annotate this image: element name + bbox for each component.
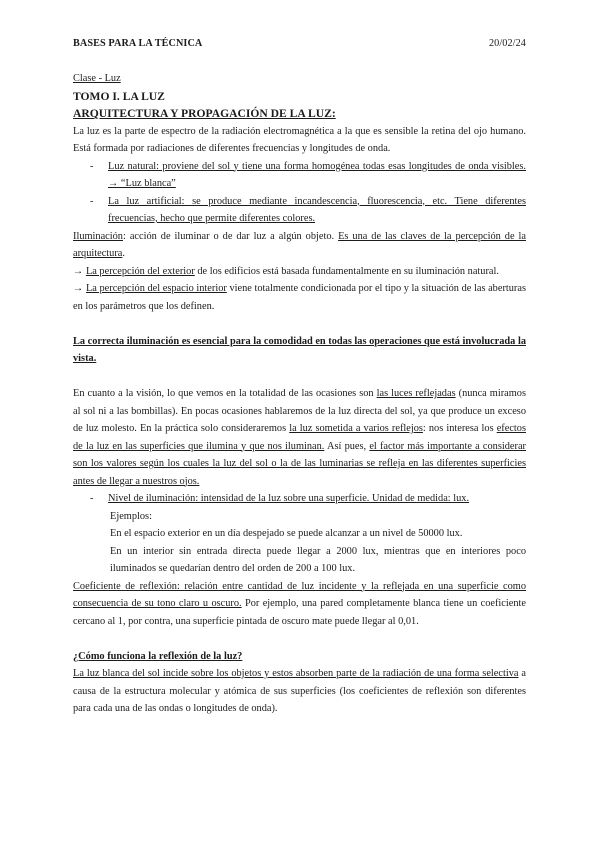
page-header bbox=[73, 38, 526, 49]
exterior-text: de los edificios está basada fundamentalmente en su iluminación natural. bbox=[194, 265, 499, 277]
tomo-heading: TOMO I. LA LUZ bbox=[73, 89, 165, 103]
interior-paragraph bbox=[73, 280, 526, 315]
vision-emph-4: el factor más importante a considerar son los valores según los cuales la luz del sol o la de las luminarias se refleja en las diferentes superficies antes de llegar a nuestros ojos. bbox=[73, 440, 526, 487]
list-item-text: Nivel de iluminación: intensidad de la luz sobre una superficie. Unidad de medida: lux. bbox=[108, 493, 470, 504]
illumination-end: . bbox=[122, 248, 125, 259]
reflection-coefficient-paragraph bbox=[73, 578, 526, 631]
document-page bbox=[73, 38, 526, 718]
list-marker: - bbox=[90, 195, 94, 207]
vision-text-2: (nunca miramos al sol ni a las bombillas). En pocas ocasiones hablaremos de la luz directa del sol, ya que produce un exceso de luz molesto. En la práctica solo consideraremos bbox=[73, 388, 526, 434]
statement-paragraph: La correcta iluminación es esencial para la comodidad en todas las operaciones que está involucrada la vista. bbox=[73, 335, 526, 364]
arrow-glyph: → bbox=[73, 283, 86, 294]
list-item-artificial-light bbox=[73, 193, 526, 228]
reflection-text: a causa de la estructura molecular y atómica de sus superficies (los coeficientes de reflexión son diferentes para cada una de las ondas o longitudes de onda). bbox=[73, 668, 526, 714]
list-marker: - bbox=[90, 160, 94, 172]
examples-label: Ejemplos: bbox=[110, 510, 152, 522]
intro-paragraph: La luz es la parte de espectro de la radiación electromagnética a la que es sensible la retina del ojo humano. Está formada por radiaciones de diferentes frecuencias y longitudes de onda. bbox=[73, 125, 526, 154]
coefficient-definition: Coeficiente de reflexión: relación entre cantidad de luz incidente y la reflejada en una superficie como consecuencia de su tono claro u oscuro. bbox=[73, 580, 526, 609]
class-label: Clase - Luz bbox=[73, 73, 121, 84]
vision-emph-1: las luces reflejadas bbox=[376, 388, 456, 399]
header-date: 20/02/24 bbox=[488, 38, 526, 49]
interior-text: viene totalmente condicionada por el tipo y la situación de las aberturas en los parámetros que los definen. bbox=[73, 283, 526, 312]
vision-emph-2: la luz sometida a varios reflejos bbox=[289, 423, 423, 434]
example-interior: En un interior sin entrada directa puede llegar a 2000 lux, mientras que en interiores poco iluminados se quedarían dentro del orden de 200 a 100 lux. bbox=[110, 545, 526, 574]
exterior-term: La percepción del exterior bbox=[85, 265, 195, 277]
interior-term: La percepción del espacio interior bbox=[85, 283, 227, 294]
list-marker: - bbox=[90, 493, 94, 504]
illumination-definition: : acción de iluminar o de dar luz a algún objeto. bbox=[122, 230, 339, 242]
arrow-glyph: → bbox=[73, 265, 86, 277]
vision-text-4: Así pues, bbox=[324, 440, 370, 452]
illumination-paragraph bbox=[73, 228, 526, 263]
section-heading: ARQUITECTURA Y PROPAGACIÓN DE LA LUZ: bbox=[73, 107, 336, 120]
illumination-term: Iluminación bbox=[73, 230, 123, 242]
example-exterior: En el espacio exterior en un día despejado se puede alcanzar a un nivel de 50000 lux. bbox=[110, 528, 463, 539]
list-item-text: La luz artificial: se produce mediante incandescencia, fluorescencia, etc. Tiene diferentes frecuencias, hecho que permite diferentes colores. bbox=[108, 195, 526, 224]
reflection-emph: La luz blanca del sol incide sobre los objetos y estos absorben parte de la radiación de una forma selectiva bbox=[73, 668, 519, 679]
vision-emph-3: efectos de la luz en las superficies que ilumina y que nos iluminan. bbox=[73, 423, 527, 452]
list-item-natural-light bbox=[73, 158, 526, 193]
list-item-illumination-level bbox=[73, 490, 526, 508]
exterior-paragraph bbox=[73, 263, 526, 281]
list-item-text: Luz natural: proviene del sol y tiene una forma homogénea todas esas longitudes de onda visibles. → “Luz blanca” bbox=[108, 160, 526, 189]
reflection-paragraph bbox=[73, 665, 526, 718]
header-title: BASES PARA LA TÉCNICA bbox=[73, 38, 203, 49]
illumination-key: Es una de las claves de la percepción de la arquitectura bbox=[73, 230, 526, 259]
vision-text-1: En cuanto a la visión, lo que vemos en la totalidad de las ocasiones son bbox=[73, 388, 377, 399]
question-heading: ¿Cómo funciona la reflexión de la luz? bbox=[73, 650, 243, 662]
vision-paragraph bbox=[73, 385, 526, 490]
document-body bbox=[73, 70, 526, 718]
coefficient-example: Por ejemplo, una pared completamente blanca tiene un coeficiente cercano al 1, por contra, una superficie pintada de oscuro mate puede llegar al 0,01. bbox=[73, 598, 526, 627]
vision-text-3: : nos interesa los bbox=[422, 423, 497, 434]
